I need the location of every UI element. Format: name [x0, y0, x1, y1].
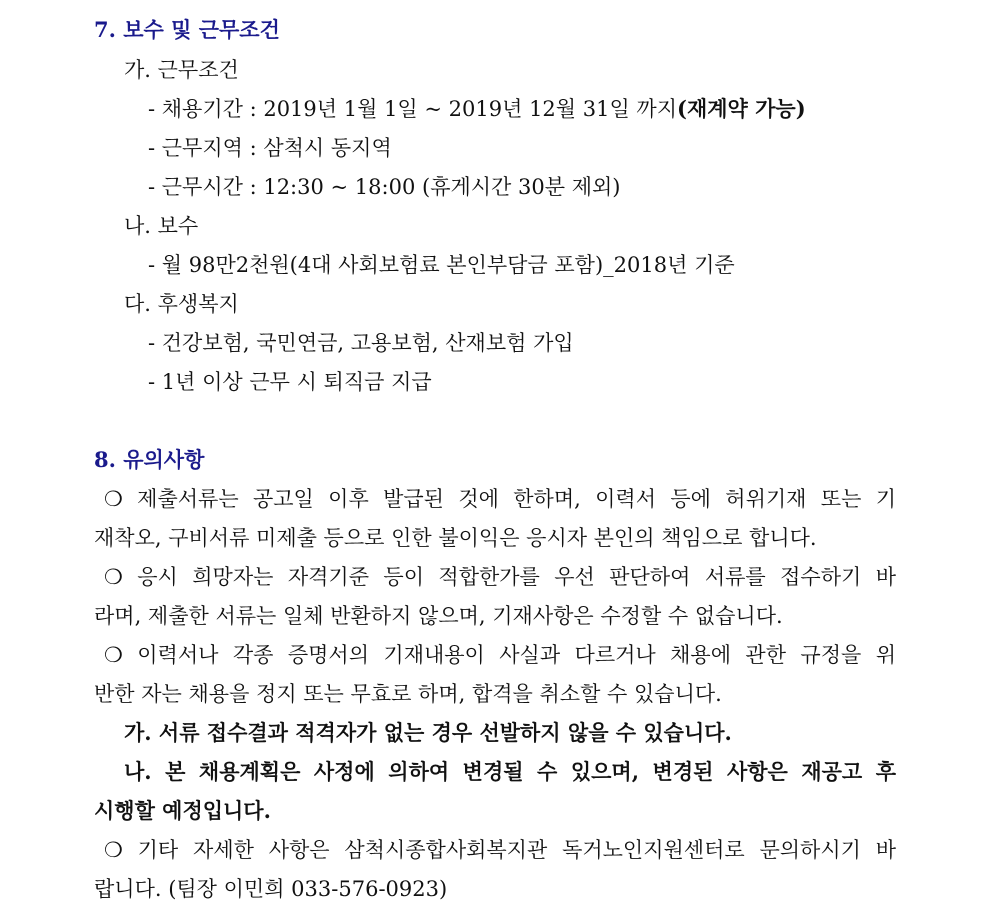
section-7-heading: 7. 보수 및 근무조건: [94, 17, 280, 42]
notice-paragraph-4-line-1: ❍ 기타 자세한 사항은 삼척시종합사회복지관 독거노인지원센터로 문의하시기 바: [104, 838, 896, 862]
subsection-b-title: 나. 보수: [124, 214, 199, 238]
employment-period-item: [148, 95, 806, 123]
notice-paragraph-1-line-2: 재착오, 구비서류 미제출 등으로 인한 불이익은 응시자 본인의 책임으로 합니다.: [94, 526, 817, 550]
work-hours-item: - 근무시간 : 12:30 ~ 18:00 (휴게시간 30분 제외): [148, 175, 621, 199]
notice-paragraph-3-line-2: 반한 자는 채용을 정지 또는 무효로 하며, 합격을 취소할 수 있습니다.: [94, 682, 722, 706]
notice-paragraph-1-line-1: ❍ 제출서류는 공고일 이후 발급된 것에 한하며, 이력서 등에 허위기재 또는 기: [104, 487, 896, 511]
notice-paragraph-2-line-2: 라며, 제출한 서류는 일체 반환하지 않으며, 기재사항은 수정할 수 없습니다.: [94, 604, 783, 628]
work-location-item: - 근무지역 : 삼척시 동지역: [148, 136, 392, 160]
severance-item: - 1년 이상 근무 시 퇴직금 지급: [148, 370, 432, 394]
renewal-possible-text: (재계약 가능): [677, 96, 806, 121]
note-b-line-2: 시행할 예정입니다.: [94, 798, 271, 823]
notice-paragraph-4-line-2: 랍니다. (팀장 이민희 033-576-0923): [94, 877, 448, 901]
subsection-a-title: 가. 근무조건: [124, 58, 239, 82]
note-a: 가. 서류 접수결과 적격자가 없는 경우 선발하지 않을 수 있습니다.: [124, 720, 732, 745]
section-8-heading: 8. 유의사항: [94, 447, 205, 472]
note-b-line-1: 나. 본 채용계획은 사정에 의하여 변경될 수 있으며, 변경된 사항은 재공고 후: [124, 759, 896, 784]
salary-item: - 월 98만2천원(4대 사회보험료 본인부담금 포함)_2018년 기준: [148, 253, 735, 277]
notice-paragraph-3-line-1: ❍ 이력서나 각종 증명서의 기재내용이 사실과 다르거나 채용에 관한 규정을 위: [104, 643, 896, 667]
subsection-c-title: 다. 후생복지: [124, 292, 239, 316]
notice-paragraph-2-line-1: ❍ 응시 희망자는 자격기준 등이 적합한가를 우선 판단하여 서류를 접수하기 바: [104, 565, 896, 589]
employment-period-text: - 채용기간 : 2019년 1월 1일 ~ 2019년 12월 31일 까지: [148, 97, 678, 121]
insurance-item: - 건강보험, 국민연금, 고용보험, 산재보험 가입: [148, 331, 574, 355]
